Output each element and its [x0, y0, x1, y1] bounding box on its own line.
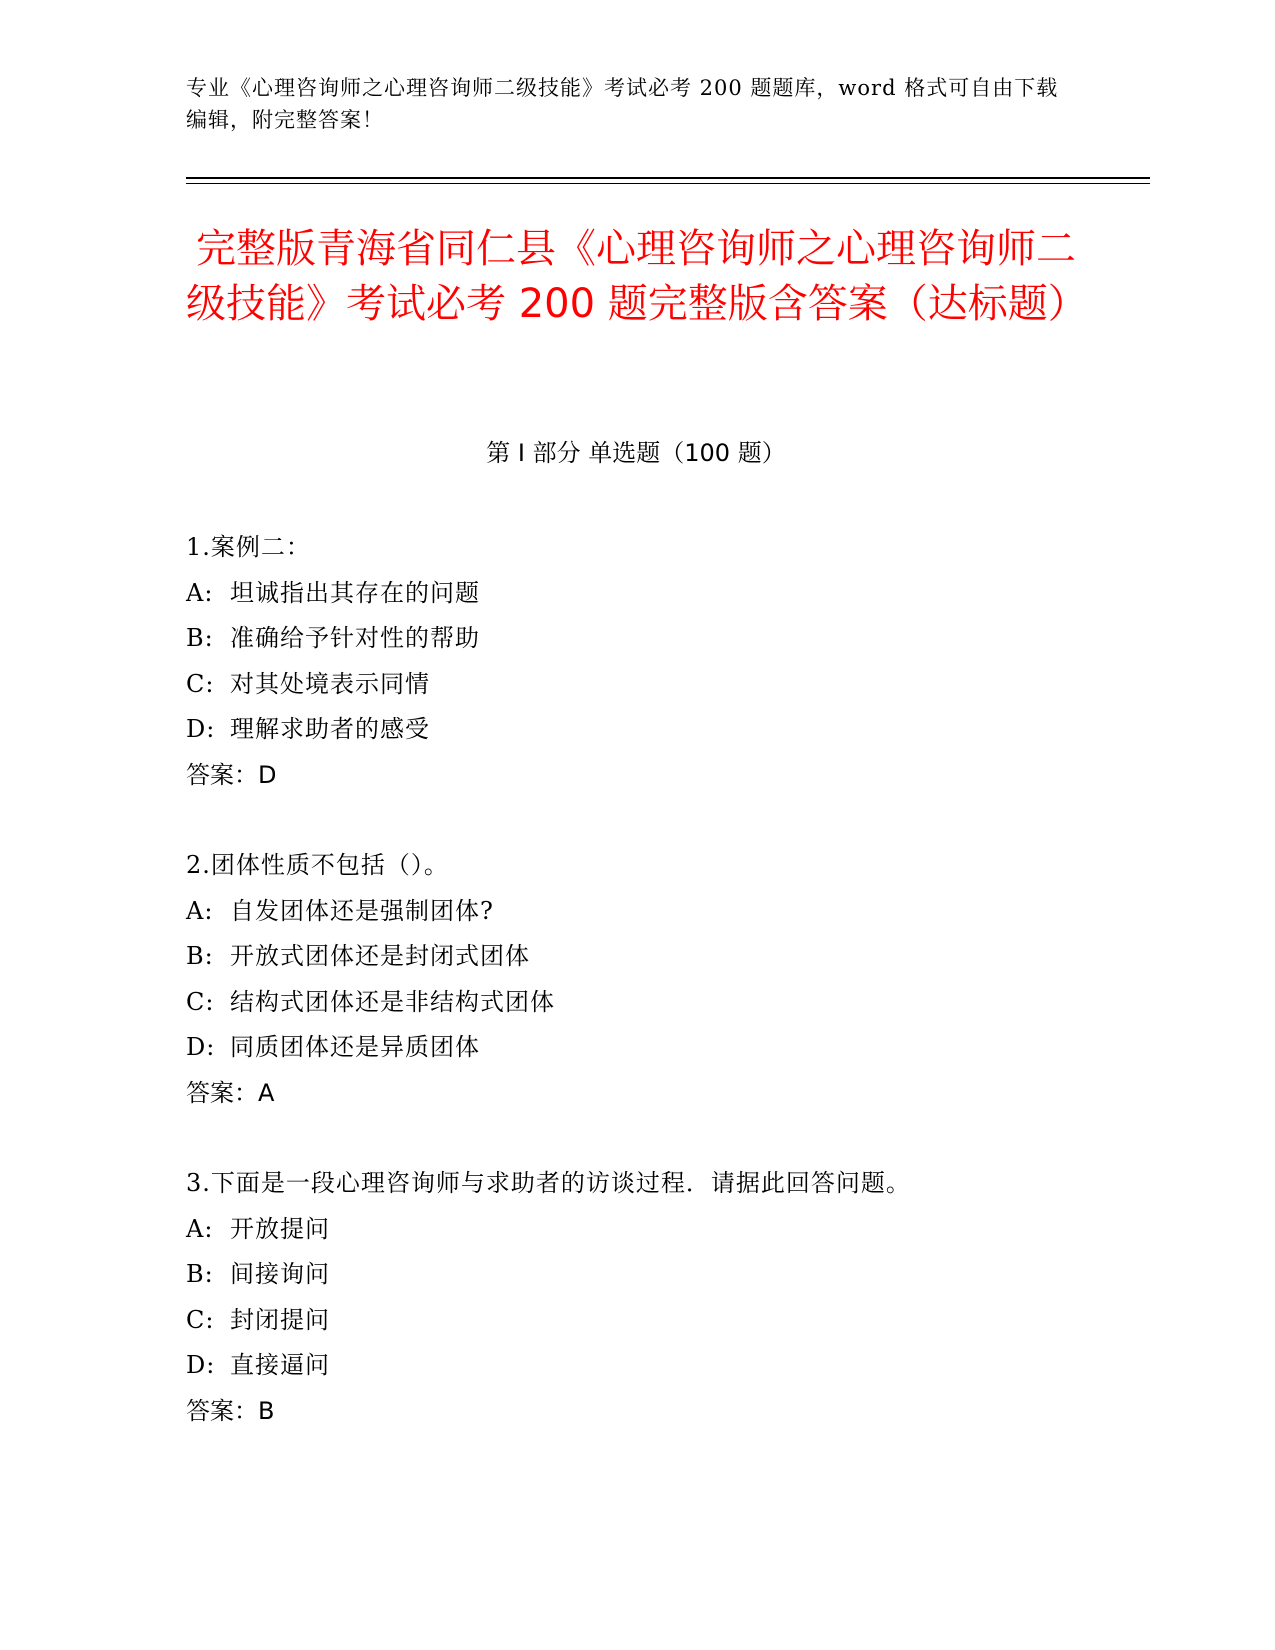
option-text: 自发团体还是强制团体? — [230, 896, 494, 925]
option-text: 直接逼问 — [230, 1351, 330, 1379]
header-divider-thin — [186, 183, 1150, 184]
section-title: 第 I 部分 单选题（100 题） — [486, 439, 786, 467]
option-d — [186, 707, 1150, 753]
option-key: B: — [186, 624, 214, 652]
answer-line: 答案：D — [186, 760, 277, 789]
option-key: C: — [186, 987, 215, 1016]
option-key: A: — [186, 578, 214, 607]
document-title: 完整版青海省同仁县《心理咨询师之心理咨询师二级技能》考试必考 200 题完整版含答案（达标题） — [186, 226, 1088, 327]
header-note: 专业《心理咨询师之心理咨询师二级技能》考试必考 200 题题库，word 格式可自由下载编辑，附完整答案！ — [186, 76, 1059, 132]
answer-line: 答案：A — [186, 1078, 275, 1107]
option-key: B: — [186, 1260, 214, 1288]
option-text: 准确给予针对性的帮助 — [230, 624, 480, 652]
option-key: A: — [186, 1214, 214, 1243]
option-c — [186, 1298, 1150, 1344]
question-1 — [186, 525, 1150, 798]
option-text: 同质团体还是异质团体 — [230, 1033, 480, 1061]
question-3 — [186, 1161, 1150, 1434]
option-a — [186, 1207, 1150, 1253]
option-text: 理解求助者的感受 — [230, 715, 430, 743]
option-a — [186, 889, 1150, 935]
option-key: A: — [186, 896, 214, 925]
question-stem: 3.下面是一段心理咨询师与求助者的访谈过程．请据此回答问题。 — [186, 1169, 911, 1197]
option-key: D: — [186, 1033, 216, 1061]
option-key: C: — [186, 669, 215, 698]
question-stem: 2.团体性质不包括（）。 — [186, 851, 449, 879]
option-text: 对其处境表示同情 — [230, 669, 430, 698]
question-2 — [186, 843, 1150, 1116]
option-d — [186, 1025, 1150, 1071]
question-stem: 1.案例二： — [186, 533, 311, 561]
option-b — [186, 934, 1150, 980]
option-text: 结构式团体还是非结构式团体 — [230, 987, 555, 1016]
question-list — [186, 525, 1150, 1479]
header-divider-thick — [186, 177, 1150, 179]
option-b — [186, 1252, 1150, 1298]
option-b — [186, 616, 1150, 662]
answer-line: 答案：B — [186, 1396, 275, 1425]
option-key: D: — [186, 715, 216, 743]
option-a — [186, 571, 1150, 617]
option-c — [186, 662, 1150, 708]
option-text: 开放式团体还是封闭式团体 — [230, 942, 530, 970]
option-text: 开放提问 — [230, 1214, 330, 1243]
option-c — [186, 980, 1150, 1026]
option-text: 封闭提问 — [230, 1305, 330, 1334]
option-text: 间接询问 — [230, 1260, 330, 1288]
option-key: C: — [186, 1305, 215, 1334]
option-d — [186, 1343, 1150, 1389]
option-text: 坦诚指出其存在的问题 — [230, 578, 480, 607]
option-key: B: — [186, 942, 214, 970]
option-key: D: — [186, 1351, 216, 1379]
